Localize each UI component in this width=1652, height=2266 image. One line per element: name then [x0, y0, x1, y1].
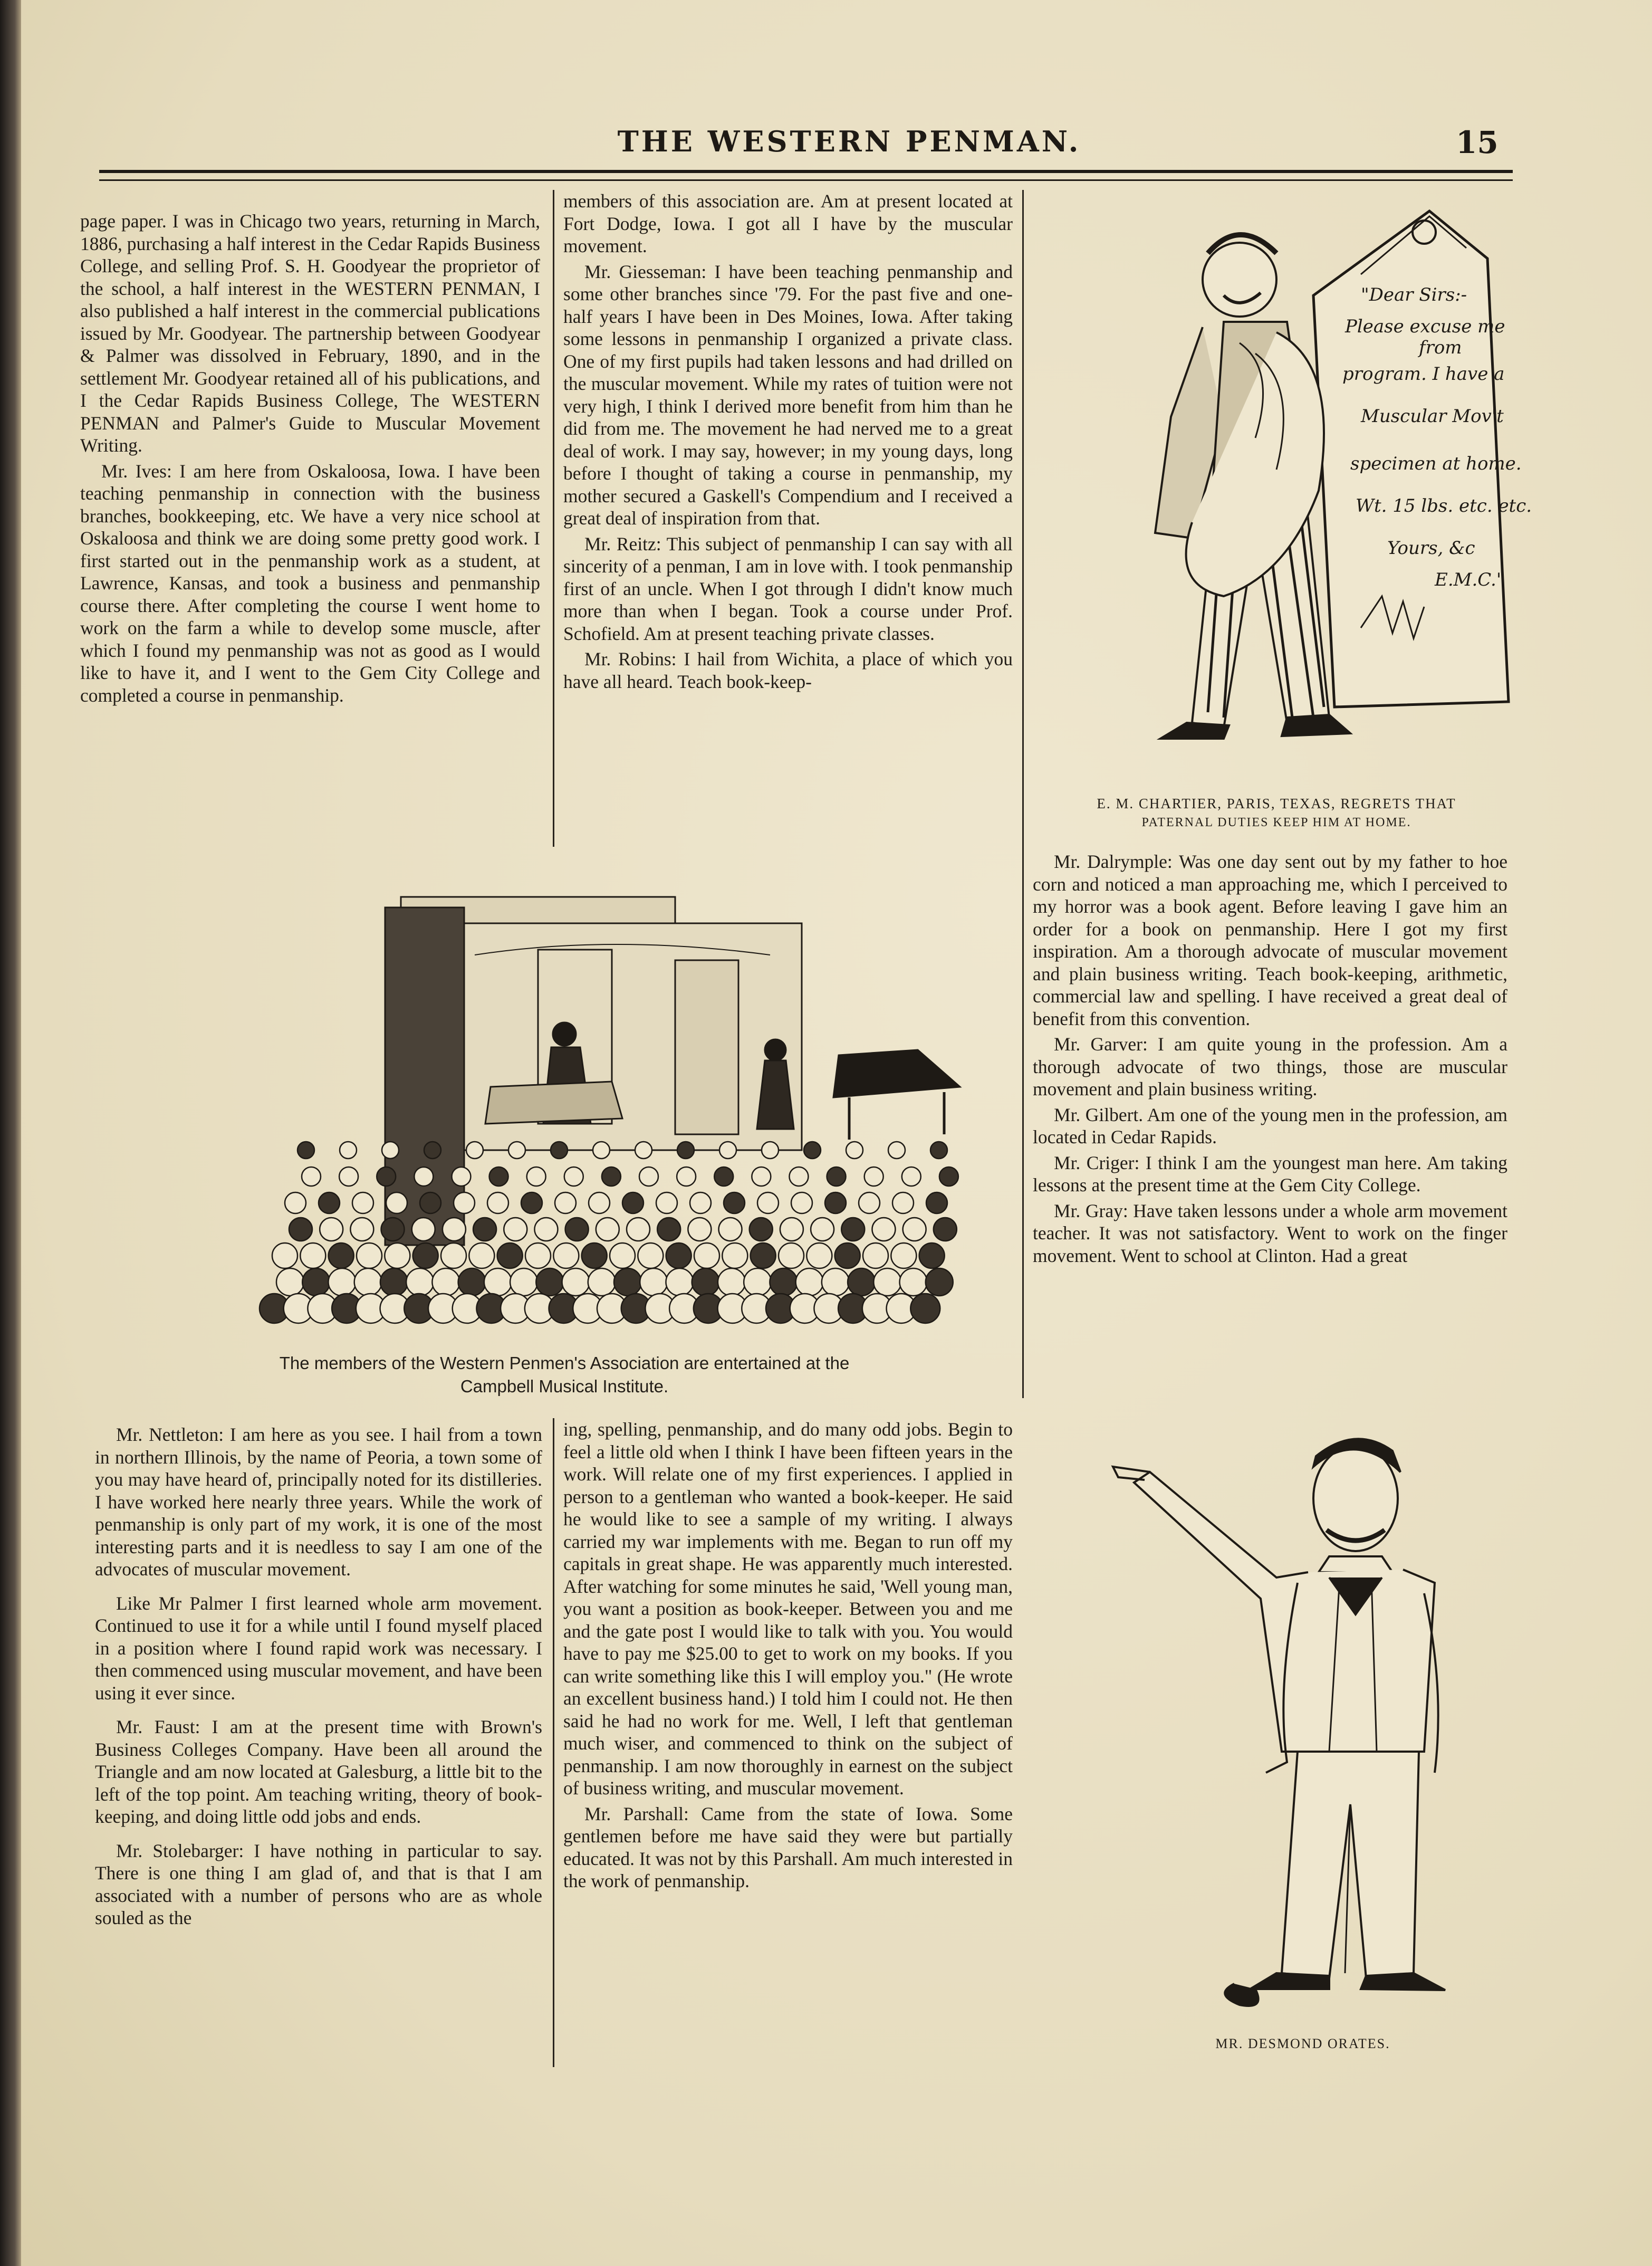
audience-head	[487, 1192, 508, 1213]
audience-head	[504, 1218, 527, 1241]
page-number: 15	[1456, 125, 1499, 160]
audience-head	[719, 1218, 742, 1241]
audience-head	[891, 1243, 916, 1268]
audience-head	[420, 1192, 441, 1213]
desmond-illustration	[1108, 1424, 1509, 2026]
audience-head	[900, 1268, 927, 1296]
column-bottom-middle	[563, 1418, 1013, 1892]
audience-head	[406, 1268, 434, 1296]
audience-head	[381, 1218, 405, 1241]
audience-head	[297, 1142, 314, 1159]
audience-head	[562, 1268, 590, 1296]
audience-head	[688, 1218, 711, 1241]
audience-head	[690, 1192, 711, 1213]
audience-head	[302, 1268, 330, 1296]
audience-head	[841, 1218, 865, 1241]
column-top-middle	[563, 190, 1013, 693]
audience-head	[835, 1243, 860, 1268]
audience-head	[521, 1192, 542, 1213]
audience-head	[811, 1218, 834, 1241]
audience-head	[638, 1243, 663, 1268]
audience-head	[610, 1243, 635, 1268]
audience-head	[865, 1167, 883, 1186]
audience-head	[789, 1167, 808, 1186]
audience-head	[656, 1192, 677, 1213]
audience-head	[804, 1142, 821, 1159]
audience-head	[635, 1142, 652, 1159]
audience-head	[525, 1243, 551, 1268]
column-bottom-left	[95, 1423, 542, 1929]
chartier-illustration	[1065, 195, 1532, 781]
audience-head	[627, 1218, 650, 1241]
sign-line: Please excuse me	[1345, 316, 1505, 337]
header-rule-thin	[99, 179, 1513, 181]
audience-head	[859, 1192, 880, 1213]
audience-head	[934, 1218, 957, 1241]
paragraph: Mr. Reitz: This subject of penmanship I can say with all sincerity of a penman, I am in love with. I took penmanship first of an uncle. When I got through I didn't know much more than when I began. Took a course under Prof. Schofield. Am at present teaching private classes.	[563, 533, 1013, 644]
audience-head	[339, 1167, 358, 1186]
audience-head	[302, 1167, 321, 1186]
audience-head	[848, 1268, 875, 1296]
paragraph: Mr. Robins: I hail from Wichita, a place of which you have all heard. Teach book-keep-	[563, 648, 1013, 692]
audience-head	[412, 1218, 435, 1241]
paragraph: Mr. Stolebarger: I have nothing in particular to say. There is one thing I am glad of, and that is that I am associated with a number of persons who are as whole souled as the	[95, 1840, 542, 1928]
audience-head	[902, 1167, 921, 1186]
audience-head	[354, 1268, 382, 1296]
audience-head	[285, 1192, 306, 1213]
audience-head	[380, 1268, 408, 1296]
audience-head	[553, 1243, 579, 1268]
audience-head	[527, 1167, 546, 1186]
audience-head	[469, 1243, 494, 1268]
audience-head	[413, 1243, 438, 1268]
paragraph: Like Mr Palmer I first learned whole arm movement. Continued to use it for a while until I found myself placed in a position where I found rapid work was necessary. I then commenced using muscular movement, and have been using it ever since.	[95, 1592, 542, 1704]
audience-head	[677, 1167, 696, 1186]
paragraph: Mr. Parshall: Came from the state of Iowa. Some gentlemen before me have said they were but partially educated. It was not by this Parshall. Am much interested in the work of penmanship.	[563, 1803, 1013, 1891]
audience-head	[926, 1268, 953, 1296]
audience-head	[588, 1268, 616, 1296]
audience-head	[497, 1243, 523, 1268]
audience-head	[551, 1142, 568, 1159]
audience-head	[779, 1243, 804, 1268]
caption-line: E. M. CHARTIER, PARIS, TEXAS, REGRETS THAT	[1097, 796, 1456, 811]
audience-head	[719, 1142, 736, 1159]
audience-head	[657, 1218, 680, 1241]
desmond-caption: MR. DESMOND ORATES.	[1215, 2036, 1390, 2051]
audience-head	[385, 1243, 410, 1268]
audience-head	[757, 1192, 779, 1213]
audience-head	[770, 1268, 797, 1296]
audience-head	[910, 1294, 940, 1323]
audience-head	[796, 1268, 823, 1296]
caption-line: PATERNAL DUTIES KEEP HIM AT HOME.	[1141, 816, 1411, 829]
audience-head	[593, 1142, 610, 1159]
audience-head	[666, 1243, 691, 1268]
column-top-left	[80, 210, 540, 706]
paragraph: Mr. Gilbert. Am one of the young men in the profession, am located in Cedar Rapids.	[1033, 1104, 1507, 1148]
audience-head	[780, 1218, 803, 1241]
audience-head	[722, 1243, 747, 1268]
running-head-title: THE WESTERN PENMAN.	[617, 125, 1081, 158]
audience-head	[694, 1243, 719, 1268]
audience-head	[357, 1243, 382, 1268]
audience-head	[377, 1167, 396, 1186]
audience-head	[565, 1218, 589, 1241]
audience-head	[443, 1218, 466, 1241]
paragraph: Mr. Giesseman: I have been teaching penmanship and some other branches since '79. For the past five and one-half years I have been in Des Moines, Iowa. After taking some lessons in penmanship I organized a private class. One of my first pupils had taken lessons and had drilled on the muscular movement. While my rates of tuition were not very high, I think I derived more benefit from him than he did from me. The movement he had nerved me to a great deal of work. I may say, however; in my young days, long before I thought of taking a course in penmanship, my mother secured a Gaskell's Compendium and I received a great deal of inspiration from that.	[563, 261, 1013, 529]
audience-head	[677, 1142, 694, 1159]
column-divider-bottom	[553, 1418, 554, 2067]
audience-head	[602, 1167, 621, 1186]
audience-head	[386, 1192, 407, 1213]
audience-head	[846, 1142, 863, 1159]
audience-head	[827, 1167, 846, 1186]
paragraph: Mr. Garver: I am quite young in the profession. Am a thorough advocate of two things, those are muscular movement and plain business writing.	[1033, 1034, 1507, 1099]
audience-head	[508, 1142, 525, 1159]
audience-head	[888, 1142, 905, 1159]
audience-head	[534, 1218, 558, 1241]
sign-line: program. I have a	[1342, 364, 1505, 385]
audience-head	[873, 1268, 901, 1296]
audience-head	[666, 1268, 693, 1296]
audience-head	[724, 1192, 745, 1213]
audience-head	[806, 1243, 832, 1268]
sign-line: Wt. 15 lbs. etc. etc.	[1356, 495, 1532, 517]
audience-head	[289, 1218, 312, 1241]
audience-head	[589, 1192, 610, 1213]
audience-head	[939, 1167, 958, 1186]
audience-head	[458, 1268, 486, 1296]
column-right-upper	[1033, 850, 1507, 1267]
sign-line: Yours, &c	[1387, 538, 1475, 559]
header-rule-thick	[99, 170, 1513, 173]
paragraph: members of this association are. Am at present located at Fort Dodge, Iowa. I got all I have by the muscular movement.	[563, 190, 1013, 256]
audience-head	[300, 1243, 325, 1268]
audience-head	[622, 1192, 643, 1213]
audience-head	[926, 1192, 947, 1213]
audience-head	[352, 1192, 373, 1213]
audience-head	[791, 1192, 812, 1213]
audience-head	[484, 1268, 512, 1296]
audience-head	[424, 1142, 441, 1159]
audience-head	[555, 1192, 576, 1213]
paragraph: Mr. Faust: I am at the present time with Brown's Business Colleges Company. Have been all around the Triangle and am now located at Galesburg, a little bit to the left of the top point. Am teaching writing, theory of book-keeping, and doing little odd jobs and ends.	[95, 1716, 542, 1827]
audience-head	[640, 1268, 667, 1296]
audience-head	[328, 1268, 356, 1296]
audience-head	[744, 1268, 771, 1296]
audience-head	[466, 1142, 483, 1159]
audience-head	[692, 1268, 719, 1296]
audience-head	[473, 1218, 496, 1241]
audience-head	[414, 1167, 433, 1186]
audience-head	[714, 1167, 733, 1186]
audience-head	[382, 1142, 399, 1159]
column-divider-top	[553, 190, 554, 847]
caption-line: Campbell Musical Institute.	[460, 1376, 669, 1396]
audience-head	[329, 1243, 354, 1268]
audience-head	[822, 1268, 849, 1296]
audience-head	[751, 1243, 776, 1268]
audience-head	[872, 1218, 895, 1241]
audience-head	[350, 1218, 373, 1241]
concert-caption	[127, 1352, 1002, 1398]
audience-head	[441, 1243, 466, 1268]
audience-head	[510, 1268, 537, 1296]
audience-head	[454, 1192, 475, 1213]
book-spine-shadow	[0, 0, 21, 2266]
sign-line: "Dear Sirs:-	[1361, 284, 1467, 305]
audience-head	[825, 1192, 846, 1213]
audience-head	[319, 1192, 340, 1213]
sign-line: E.M.C."	[1435, 569, 1505, 590]
concert-engraving	[243, 876, 1013, 1340]
audience-head	[614, 1268, 641, 1296]
audience-head	[718, 1268, 745, 1296]
audience-head	[750, 1218, 773, 1241]
audience-head	[564, 1167, 583, 1186]
audience-head	[639, 1167, 658, 1186]
newspaper-page	[21, 0, 1652, 2266]
column-divider-right	[1022, 190, 1024, 1398]
audience-head	[536, 1268, 563, 1296]
audience-head	[919, 1243, 945, 1268]
audience-head	[863, 1243, 888, 1268]
paragraph: Mr. Ives: I am here from Oskaloosa, Iowa. I have been teaching penmanship in connection with the business branches, bookkeeping, etc. We have a very nice school at Oskaloosa and think we are doing some pretty good work. I first started out in the penmanship work as a student, at Lawrence, Kansas, and took a business and penmanship course there. After completing the course I went home to work on the farm a while to develop some muscle, after which I found my penmanship was not as good as I would like to have it, and I went to the Gem City College and completed a course in penmanship.	[80, 460, 540, 706]
paragraph: Mr. Dalrymple: Was one day sent out by my father to hoe corn and noticed a man approaching me, which I perceived to my horror was a book agent. Before leaving I gave him an order for a book on penmanship. Here I got my first inspiration. Am a thorough advocate of muscular movement and plain business writing. Teach book-keeping, arithmetic, commercial law and spelling. I have received a great deal of benefit from this convention.	[1033, 851, 1507, 1029]
audience-head	[903, 1218, 926, 1241]
audience-head	[762, 1142, 779, 1159]
audience-head	[752, 1167, 771, 1186]
audience-head	[930, 1142, 947, 1159]
sign-line: from	[1419, 337, 1462, 358]
audience-head	[272, 1243, 297, 1268]
chartier-caption	[1034, 794, 1519, 832]
sign-line: Muscular Mov't	[1361, 406, 1504, 427]
audience-head	[276, 1268, 304, 1296]
audience-head	[489, 1167, 508, 1186]
audience-head	[582, 1243, 607, 1268]
paragraph: Mr. Criger: I think I am the youngest man here. Am taking lessons at the present time at the Gem City College.	[1033, 1152, 1507, 1196]
audience-head	[432, 1268, 459, 1296]
audience-head	[340, 1142, 357, 1159]
audience-head	[596, 1218, 619, 1241]
sign-line: specimen at home.	[1350, 453, 1522, 474]
audience-head	[452, 1167, 470, 1186]
audience-head	[320, 1218, 343, 1241]
paragraph: ing, spelling, penmanship, and do many odd jobs. Begin to feel a little old when I think I have been fifteen years in the work. Will relate one of my first experiences. I applied in person to a gentleman who wanted a book-keeper. He said he would like to see a sample of my writing. I always carried my war implements with me. Began to run off my capitals in great shape. He was apparently much interested. After watching for some minutes he said, 'Well young man, you want a position as book-keeper. Between you and me and the gate post I would like to talk with you. You would have to pay me $25.00 to get to work on my books. If you can write something like this I will employ you." (He wrote an excellent business hand.) I told him I could not. He then said he had no work for me. Well, I left that gentleman much wiser, and commenced to think on the subject of penmanship. I am now thoroughly in earnest on the subject of business writing, and muscular movement.	[563, 1419, 1013, 1799]
paragraph: Mr. Nettleton: I am here as you see. I hail from a town in northern Illinois, by the name of Peoria, a town some of you may have heard of, principally noted for its distilleries. I have worked here nearly three years. While the work of penmanship is only part of my work, it is one of the most interesting parts and it is needless to say I am one of the advocates of muscular movement.	[95, 1424, 542, 1580]
audience-head	[892, 1192, 914, 1213]
paragraph: page paper. I was in Chicago two years, returning in March, 1886, purchasing a half interest in the Cedar Rapids Business College, and selling Prof. S. H. Goodyear the proprietor of the school, a half interest in the WESTERN PENMAN, I also published a half interest in the commercial publications issued by Mr. Goodyear. The partnership between Goodyear & Palmer was dissolved in February, 1890, and in the settlement Mr. Goodyear retained all of his publications, and I the Cedar Rapids Business College, The WESTERN PENMAN and Palmer's Guide to Muscular Movement Writing.	[80, 211, 540, 456]
caption-line: The members of the Western Penmen's Association are entertained at the	[279, 1353, 850, 1373]
paragraph: Mr. Gray: Have taken lessons under a whole arm movement teacher. It was not satisfactory. Went to work on the finger movement. Went to school at Clinton. Had a great	[1033, 1200, 1507, 1266]
